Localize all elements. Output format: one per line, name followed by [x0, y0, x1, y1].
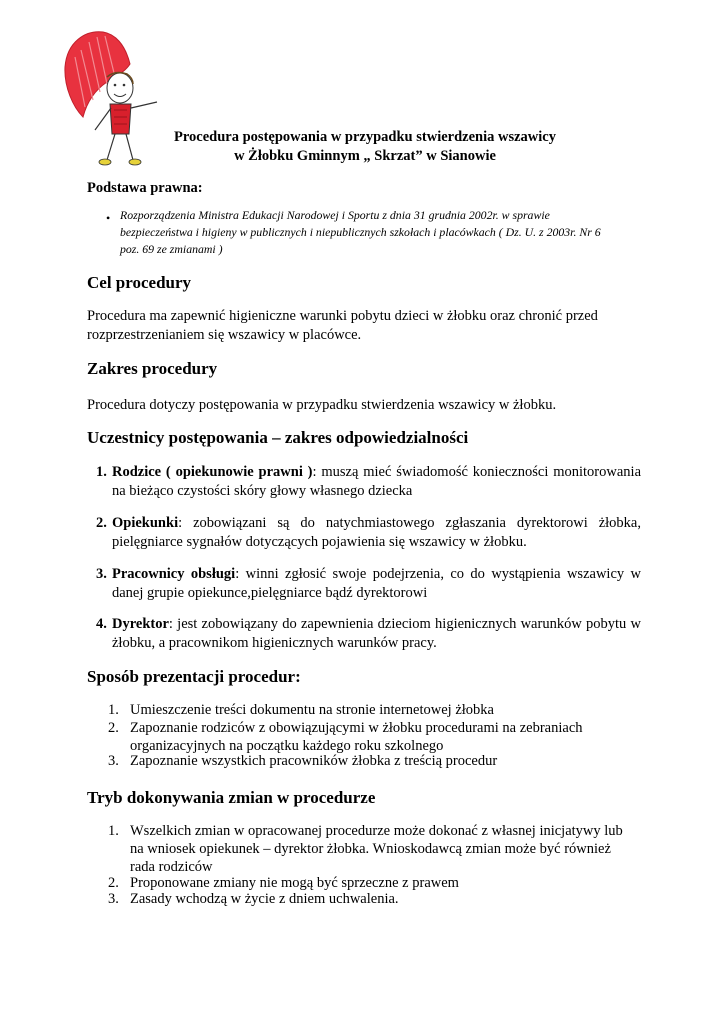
legal-basis-bullet: •: [106, 211, 111, 225]
participant-item: [96, 565, 641, 603]
scope-heading: Zakres procedury: [87, 359, 218, 378]
item-role: Rodzice ( opiekunowie prawni ): [112, 464, 313, 480]
participant-item: [96, 514, 641, 552]
item-text: : winni zgłosić swoje podejrzenia, co do wystąpienia wszawicy w danej grupie opiekunce,pielęgniarce bądź dyrektorowi: [112, 566, 641, 601]
participant-item: [96, 615, 641, 653]
item-number: 1.: [96, 464, 107, 480]
goal-text: Procedura ma zapewnić higieniczne warunki pobytu dzieci w żłobku oraz chronić przed rozprzestrzenianiem się wszawicy w placówce.: [87, 308, 598, 343]
changes-item: [108, 822, 628, 876]
goal-heading: Cel procedury: [87, 273, 192, 292]
item-text: Umieszczenie treści dokumentu na stronie internetowej żłobka: [130, 702, 494, 718]
presentation-item: [108, 701, 628, 719]
presentation-item: [108, 752, 628, 770]
item-text: : zobowiązani są do natychmiastowego zgłaszania dyrektorowi żłobka, pielęgniarce sygnałów dotyczących pojawienia się wszawicy w żłobku.: [112, 515, 641, 550]
changes-heading: Tryb dokonywania zmian w procedurze: [87, 788, 376, 807]
item-number: 2.: [108, 875, 119, 891]
item-role: Opiekunki: [112, 515, 179, 531]
scope-text: Procedura dotyczy postępowania w przypadku stwierdzenia wszawicy w żłobku.: [87, 397, 557, 413]
presentation-heading: Sposób prezentacji procedur:: [87, 667, 301, 686]
item-number: 1.: [108, 823, 119, 839]
legal-basis-heading: Podstawa prawna:: [87, 180, 203, 196]
item-text: Proponowane zmiany nie mogą być sprzeczne z prawem: [130, 875, 459, 891]
item-text: : muszą mieć świadomość konieczności monitorowania na bieżąco czystości skóry głowy własnego dziecka: [112, 464, 642, 499]
title-line-1: Procedura postępowania w przypadku stwierdzenia wszawicy: [174, 129, 556, 145]
item-number: 3.: [108, 891, 119, 907]
participants-heading: Uczestnicy postępowania – zakres odpowiedzialności: [87, 428, 469, 447]
item-text: Wszelkich zmian w opracowanej procedurze może dokonać z własnej inicjatywy lub na wniosek opiekunek – dyrektor żłobka. Wnioskodawcą zmian może być również rada rodziców: [130, 823, 623, 875]
participant-item: [96, 463, 641, 501]
changes-item: [108, 890, 628, 908]
legal-basis-text: Rozporządzenia Ministra Edukacji Narodowej i Sportu z dnia 31 grudnia 2002r. w sprawie bezpieczeństwa i higieny w publicznych i niepublicznych szkołach i placówkach ( Dz. U. z 2003r. Nr 6 poz. 69 ze zmianami ): [120, 208, 601, 256]
item-number: 2.: [108, 720, 119, 736]
item-number: 2.: [96, 515, 107, 531]
item-number: 1.: [108, 702, 119, 718]
item-role: Dyrektor: [112, 616, 169, 632]
gnome-drawing-icon: [55, 22, 165, 172]
item-text: Zapoznanie rodziców z obowiązującymi w żłobku procedurami na zebraniach organizacyjnych na początku każdego roku szkolnego: [130, 720, 583, 754]
document-title: [150, 128, 580, 166]
item-number: 4.: [96, 616, 107, 632]
item-text: Zasady wchodzą w życie z dniem uchwalenia.: [130, 891, 399, 907]
item-role: Pracownicy obsługi: [112, 566, 236, 582]
presentation-item: [108, 719, 628, 755]
item-text: Zapoznanie wszystkich pracowników żłobka z treścią procedur: [130, 753, 498, 769]
item-text: : jest zobowiązany do zapewnienia dzieciom higienicznych warunków pobytu w żłobku, a pracownikom higienicznych warunków pracy.: [112, 616, 641, 651]
item-number: 3.: [108, 753, 119, 769]
item-number: 3.: [96, 566, 107, 582]
title-line-2: w Żłobku Gminnym „ Skrzat” w Sianowie: [234, 148, 496, 164]
